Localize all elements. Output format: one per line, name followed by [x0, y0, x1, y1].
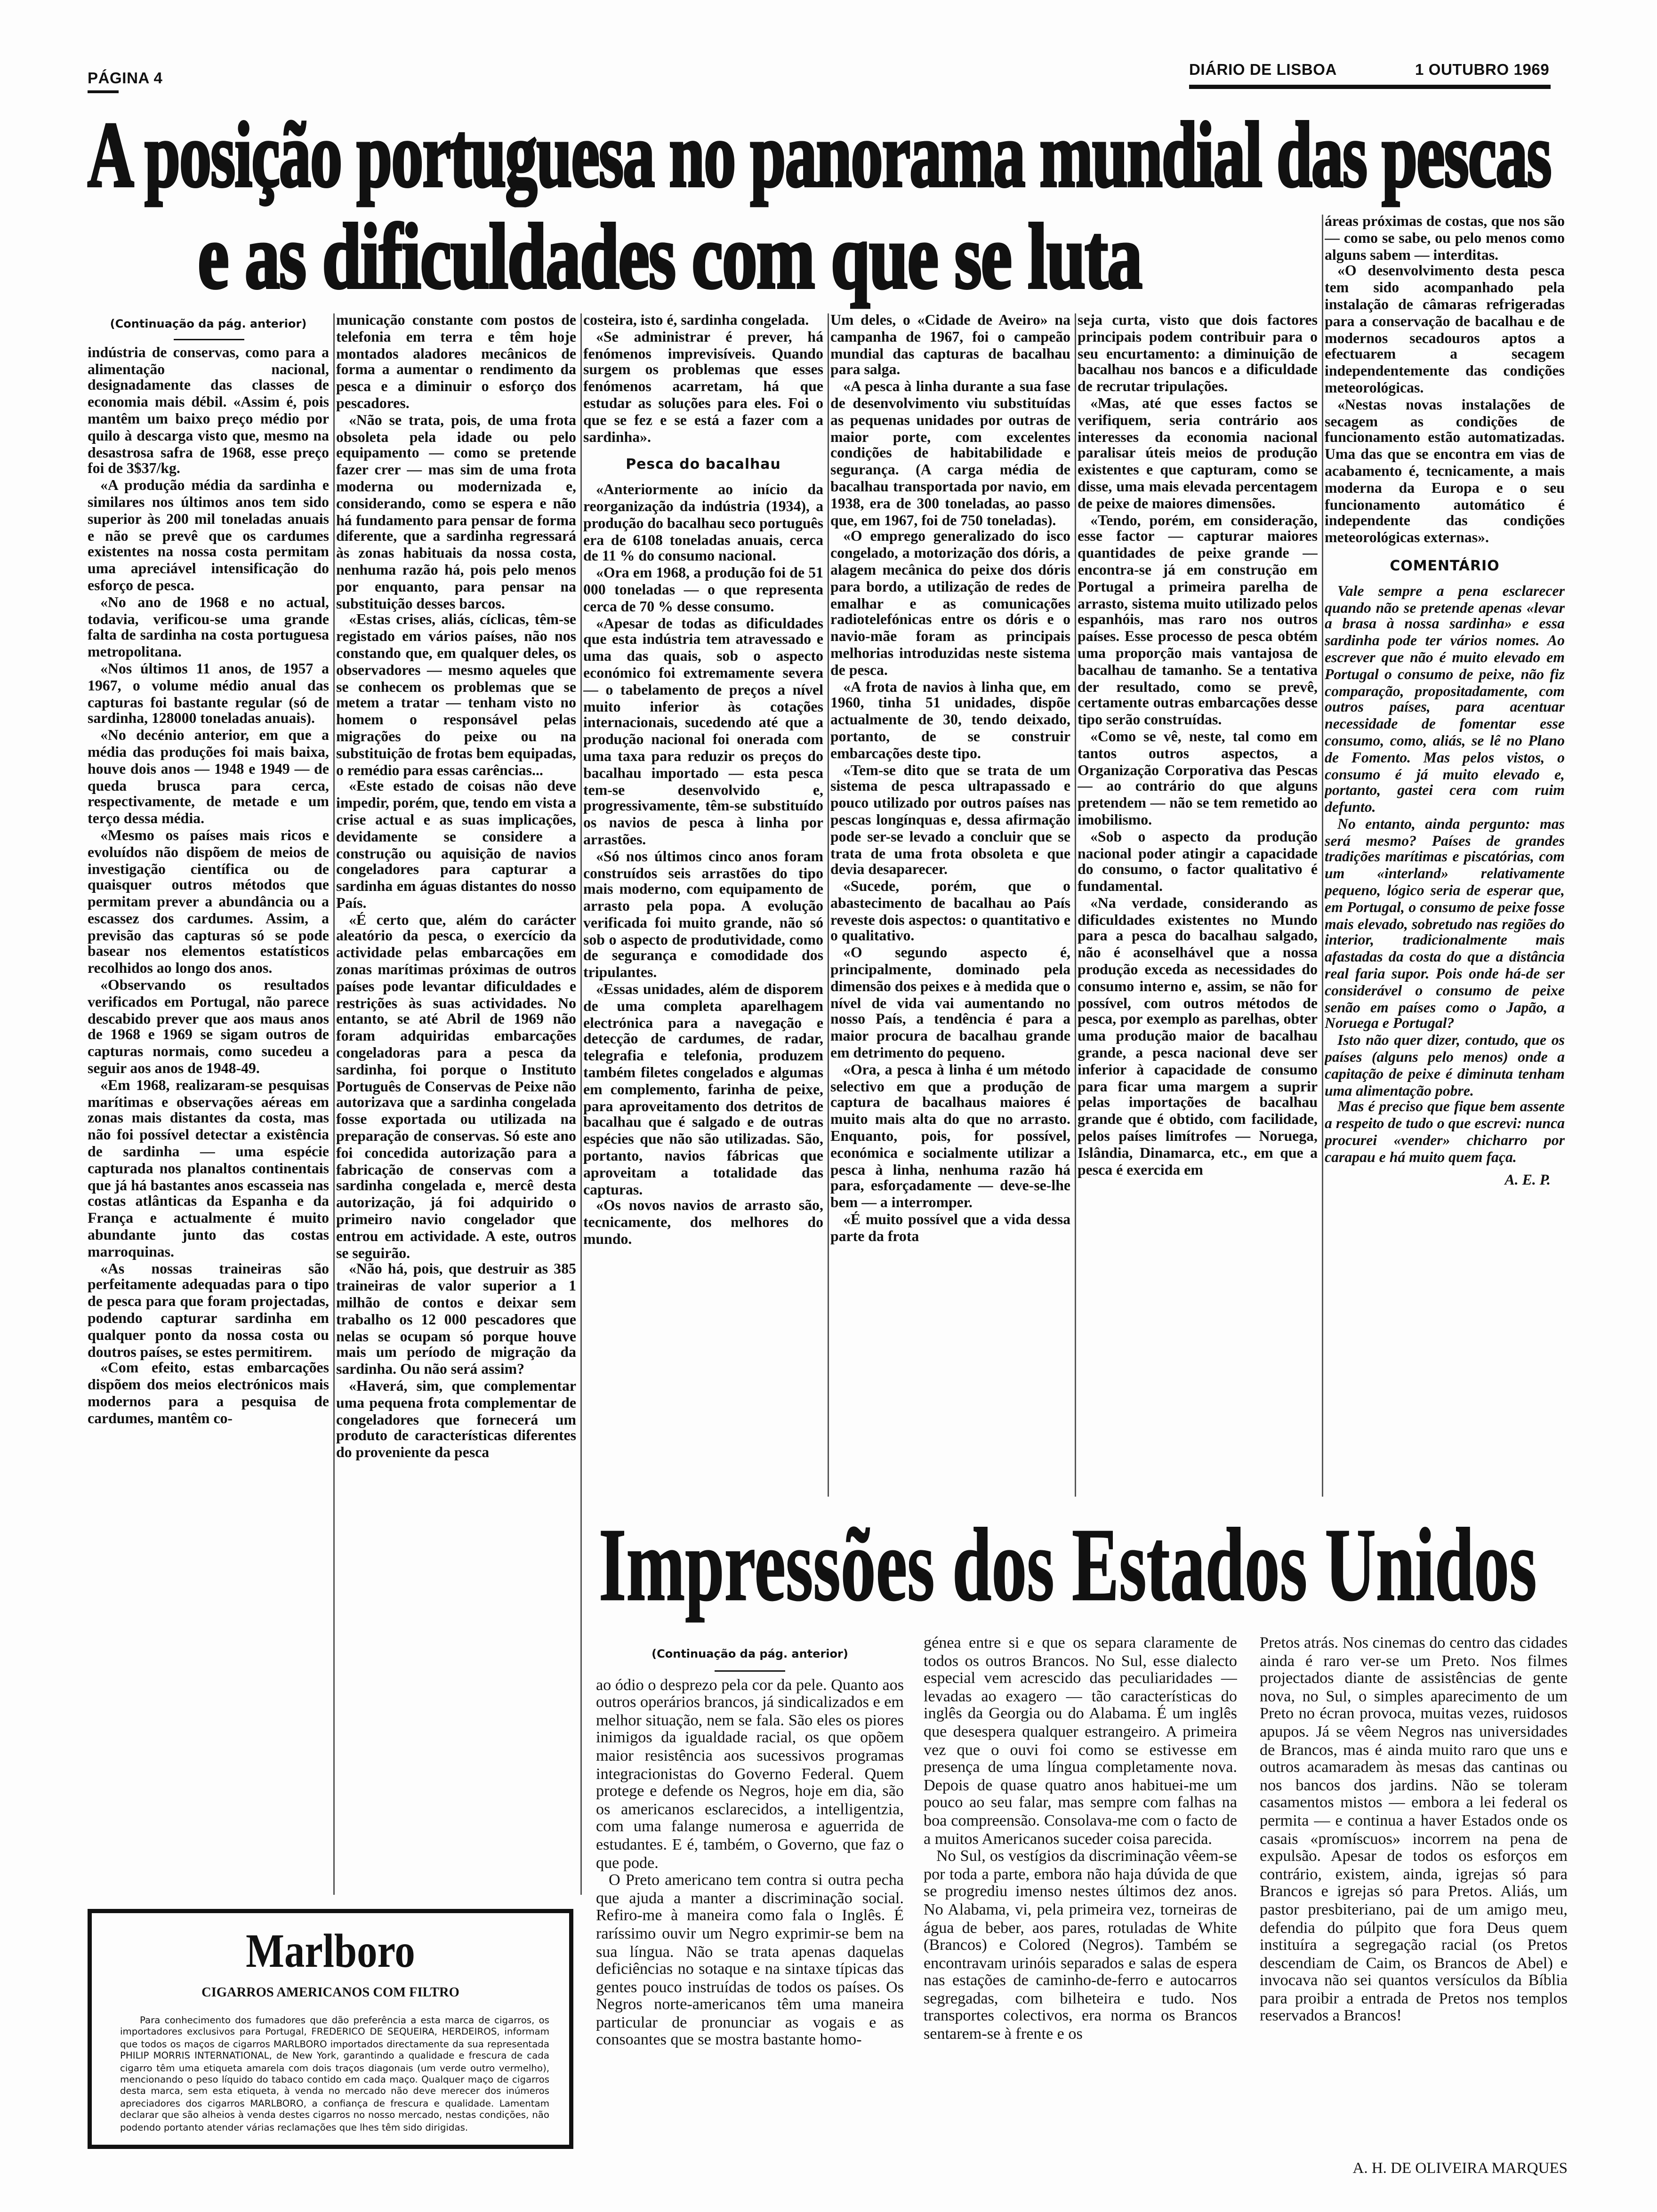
paragraph: «Em 1968, realizaram-se pesquisas marítimas e observações aéreas em zonas mais distantes da costa, mas não foi possível detectar a existência de sardinha — uma espécie capturada nos planaltos continentais que já há bastantes anos escasseia nas costas atlânticas da Espanha e da França e actualmente é muito abundante junto das costas marroquinas. [88, 1078, 329, 1261]
continuation-note: (Continuação da pág. anterior) [596, 1646, 904, 1671]
paragraph: «Estas crises, aliás, cíclicas, têm-se registado em vários países, não nos constando que, em qualquer deles, os observadores — mesmo aqueles que se conhecem os problemas que se metem a tratar — tenham visto no homem o responsável pelas migrações do peixe ou na substituição de frotas bem equipadas, o remédio para essas carências... [336, 613, 576, 779]
paragraph: «Observando os resultados verificados em Portugal, não parece descabido prever que aos maus anos de 1968 e 1969 se sigam outros de capturas normais, como sucedeu a seguir aos anos de 1948-49. [88, 978, 329, 1078]
article2-headline-wrap [599, 1508, 1537, 1624]
article2-headline: Impressões dos Estados Unidos [599, 1508, 1537, 1624]
paragraph: «Mas, até que esses factos se verifiquem, seria contrário aos interesses da economia nacional paralisar úteis meios de produção existentes e que capturam, como se disse, uma mais elevada percentagem de peixe de maiores dimensões. [1078, 396, 1318, 513]
paragraph: «Os novos navios de arrasto são, tecnicamente, dos melhores do mundo. [583, 1199, 823, 1249]
paragraph: «No ano de 1968 e no actual, todavia, verificou-se uma grande falta de sardinha na costa portuguesa metropolitana. [88, 595, 329, 661]
paragraph: «A frota de navios à linha que, em 1960, tinha 51 unidades, dispõe actualmente de 30, tendo deixado, portanto, de se construir embarcações deste tipo. [830, 680, 1070, 762]
newspaper-name: DIÁRIO DE LISBOA [1189, 62, 1337, 79]
paragraph: «O desenvolvimento desta pesca tem sido acompanhado pela instalação de câmaras refrigeradas para a conservação de bacalhau e de modernos secadouros aptos a efectuarem a secagem independentemente das condições meteorológicas. [1325, 264, 1565, 397]
paragraph: «Não há, pois, que destruir as 385 traineiras de valor superior a 1 milhão de contos e deixar sem trabalho os 12 000 pescadores que nelas se ocupam só porque houve mais um período de migração da sardinha. Ou não será assim? [336, 1263, 576, 1378]
paragraph: «Só nos últimos cinco anos foram construídos seis arrastões do tipo mais moderno, com equipamento de arrasto pela popa. A evolução verificada foi muito grande, não só sob o aspecto de produtividade, como de segurança e comodidade dos tripulantes. [583, 850, 823, 982]
paragraph: «Mesmo os países mais ricos e evoluídos não dispõem de meios de investigação científica ou de quaisquer outros métodos que permitam prever a abundância ou a escassez dos cardumes. Assim, a previsão das capturas só se pode basear nos elementos estatísticos recolhidos ao longo dos anos. [88, 828, 329, 978]
paragraph: indústria de conservas, como para a alimentação nacional, designadamente das classes de economia mais débil. «Assim é, pois mantêm um baixo preço médio por quilo à descarga visto que, mesmo na desastrosa safra de 1968, esse preço foi de 3$37/kg. [88, 345, 329, 478]
paragraph: génea entre si e que os separa claramente de todos os outros Brancos. No Sul, esse dialecto especial vem acrescido das peculiaridades — levadas ao exagero — tão características do inglês da Georgia ou do Alabama. É um inglês que desespera qualquer estrangeiro. A primeira vez que o ouvi foi como se estivesse em presença de uma língua completamente nova. Depois de quase quatro anos habituei-me um pouco ao seu falar, mas sempre com falhas na boa compreensão. Consolava-me com o facto de a muitos Americanos suceder coisa parecida. [924, 1635, 1237, 1848]
paragraph: municação constante com postos de telefonia em terra e têm hoje montados aladores mecânicos de forma a aumentar o rendimento da pesca e a diminuir o esforço dos pescadores. [336, 313, 576, 412]
paragraph: «Haverá, sim, que complementar uma pequena frota complementar de congeladores que fornecerá um produto de características diferentes do proveniente da pesca [336, 1379, 576, 1462]
article1-column-3 [583, 313, 823, 1499]
paragraph: «A pesca à linha durante a sua fase de desenvolvimento viu substituídas as pequenas unidades por outras de maior porte, com excelentes condições de habitabilidade e segurança. (A carga média de bacalhau transportada por navio, em 1938, era de 300 toneladas, ao passo que, em 1967, foi de 750 toneladas). [830, 380, 1070, 529]
paragraph: «O emprego generalizado do isco congelado, a motorização dos dóris, a alagem mecânica do peixe dos dóris para bordo, a utilização de redes de emalhar e as comunicações radiotelefónicas entre os dóris e o navio-mãe foram as principais melhorias introduzidas neste sistema de pesca. [830, 530, 1070, 679]
column-divider [333, 313, 334, 1895]
column-divider [1321, 215, 1322, 1497]
paragraph: ao ódio o desprezo pela cor da pele. Quanto aos outros operários brancos, já sindicalizados e em melhor situação, nem se fala. São eles os piores inimigos da igualdade racial, os que opõem maior resistência aos sucessivos programas integracionistas do Governo Federal. Quem protege e defende os Negros, hoje em dia, são os americanos esclarecidos, a intelligentzia, com uma falange numerosa e aguerrida de estudantes. E é, também, o Governo, que faz o que pode. [596, 1676, 904, 1872]
headline-line-1: A posição portuguesa no panorama mundial das pescas [88, 104, 1551, 208]
commentary-paragraph: No entanto, ainda pergunto: mas será mesmo? Países de grandes tradições marítimas e piscatórias, com um «interland» relativamente pequeno, lógico seria de esperar que, em Portugal, o consumo de peixe fosse mais elevado, sobretudo nas regiões do interior, tradicionalmente mais afastadas da costa do que a distância real faria supor. Pois onde há-de ser considerável o consumo de peixe senão em países como o Japão, a Noruega e Portugal? [1325, 817, 1565, 1033]
paragraph: «A produção média da sardinha e similares nos últimos anos tem sido superior às 200 mil toneladas anuais e não se prevê que os cardumes existentes na nossa costa permitam uma apreciável intensificação do esforço de pesca. [88, 479, 329, 594]
paragraph: «Nos últimos 11 anos, de 1957 a 1967, o volume médio anual das capturas foi bastante regular (só de sardinha, 128000 toneladas anuais). [88, 662, 329, 728]
column-divider [827, 313, 828, 1497]
paragraph: áreas próximas de costas, que nos são — como se sabe, ou pelo menos como alguns sabem — interditas. [1325, 215, 1565, 264]
paragraph: «Se administrar é prever, há fenómenos imprevisíveis. Quando surgem os problemas que esses fenómenos acarretam, há que estudar as soluções para eles. Foi o que se fez e se está a fazer com a sardinha». [583, 330, 823, 446]
paragraph: «Não se trata, pois, de uma frota obsoleta pela idade ou pelo equipamento — como se pretende fazer crer — mas sim de uma frota moderna ou modernizada e, considerando, como se espera e não há fundamento para pensar de forma diferente, que a sardinha regressará às zonas habituais da nossa costa, nenhuma razão há, pois pelo menos por enquanto, para pensar na substituição desses barcos. [336, 413, 576, 612]
article1-column-1 [88, 313, 329, 1899]
ad-body: Para conhecimento dos fumadores que dão preferência a esta marca de cigarros, os importadores exclusivos para Portugal, FREDERICO DE SEQUEIRA, HERDEIROS, informam que todos os maços de cigarros MARLBORO importados directamente da sua representada PHILIP MORRIS INTERNATIONAL, de New York, garantindo a qualidade e frescura de cada cigarro têm uma etiqueta amarela com dois traços diagonais (um verde outro vermelho), mencionando o peso líquido do tabaco contido em cada maço. Qualquer maço de cigarros desta marca, sem esta etiqueta, à venda no mercado não deve merecer dos inúmeros apreciadores dos cigarros MARLBORO, a confiança de frescura e qualidade. Lamentam declarar que são alheios à venda destes cigarros no nosso mercado, nestas condições, não podendo portanto atender várias reclamações que lhes têm sido dirigidas. [120, 2015, 549, 2133]
headline-line-2-wrap [198, 206, 1142, 309]
paragraph: «Sob o aspecto da produção nacional poder atingir a capacidade do consumo, o factor qualitativo é fundamental. [1078, 830, 1318, 896]
paragraph: «Com efeito, estas embarcações dispõem dos meios electrónicos mais modernos para a pesquisa de cardumes, mantêm co- [88, 1362, 329, 1427]
paragraph: Pretos atrás. Nos cinemas do centro das cidades ainda é raro ver-se um Preto. Nos filmes projectados diante de assistências de gente nova, no Sul, o simples aparecimento de um Preto no écran provoca, muitas vezes, ruidosos apupos. Já se vêem Negros nas universidades de Brancos, mas é ainda muito raro que uns e outros acamaradem às mesas das cantinas ou nos bancos dos jardins. Não se toleram casamentos mistos — embora a lei federal os permita — e continua a haver Estados onde os casais «promíscuos» incorrem na pena de expulsão. Apesar de todos os esforços em contrário, existem, ainda, igrejas só para Brancos e igrejas só para Pretos. Aliás, um pastor presbiteriano, pai de um amigo meu, defendia do púlpito que fora Deus quem instituíra a segregação racial (os Pretos descendiam de Caim, os Brancos de Abel) e invocava não sei quantos versículos da Bíblia para proibir a entrada de Pretos nos templos reservados a Brancos! [1260, 1635, 1568, 2026]
headline-line-1-wrap [88, 104, 1551, 208]
article2-column-1 [596, 1635, 904, 2188]
article2-column-2 [924, 1635, 1237, 2188]
paragraph: «É certo que, além do carácter aleatório da pesca, o exercício da actividade pelas embarcações em zonas marítimas próximas de outros países pode levantar dificuldades e restrições às suas actividades. No entanto, se até Abril de 1969 não foram adquiridas embarcações congeladoras para a pesca da sardinha, foi porque o Instituto Português de Conservas de Peixe não autorizava que a sardinha congelada fosse exportada ou utilizada na preparação de conservas. Só este ano foi concedida autorização para a fabricação de conservas com a sardinha congelada e, mercê desta autorização, já foi adquirido o primeiro navio congelador que entrou em actividade. A este, outros se seguirão. [336, 913, 576, 1262]
paragraph: O Preto americano tem contra si outra pecha que ajuda a manter a discriminação social. Refiro-me à maneira como fala o Inglês. É raríssimo ouvir um Negro exprimir-se bem na sua língua. Não se trata apenas daquelas deficiências no sotaque e na sintaxe típicas das gentes pouco instruídas de todos os países. Os Negros norte-americanos têm uma maneira particular de pronunciar as vogais e as consoantes que se mostra bastante homo- [596, 1872, 904, 2050]
article1-column-2 [336, 313, 576, 1899]
paragraph: «Este estado de coisas não deve impedir, porém, que, tendo em vista a crise actual e as suas implicações, devidamente se considere a construção ou aquisição de navios congeladores para capturar a sardinha em águas distantes do nosso País. [336, 779, 576, 912]
commentary-paragraph: Vale sempre a pena esclarecer quando não se pretende apenas «levar a brasa à nossa sardinha» e essa sardinha pode ter vários nomes. Ao escrever que não é muito elevado em Portugal o consumo de peixe, não fiz comparação, propositadamente, com outros países, para acentuar necessidade de fomentar esse consumo, como, aliás, se lê no Plano de Fomento. Mas pelos vistos, o consumo é já muito elevado e, portanto, gastei cera com ruim defunto. [1325, 584, 1565, 817]
commentary-paragraph: Isto não quer dizer, contudo, que os países (alguns pelo menos) onde a capitação de peixe é diminuta tenham uma alimentação pobre. [1325, 1034, 1565, 1099]
ad-tagline: CIGARROS AMERICANOS COM FILTRO [201, 1987, 459, 2001]
page-number-rule [88, 90, 119, 93]
header-rule [1189, 85, 1551, 88]
article1-column-6 [1325, 215, 1565, 1499]
paragraph: «Tendo, porém, em consideração, esse factor — capturar maiores quantidades de peixe grande — encontra-se já em construção em Portugal a primeira parelha de arrasto, sistema muito utilizado pelos espanhóis, mas raro nos outros países. Esse processo de pesca obtém uma proporção mais vantajosa de bacalhau de tamanho. Se a tentativa der resultado, como se prevê, certamente outras embarcações desse tipo serão construídas. [1078, 513, 1318, 729]
paragraph: «Como se vê, neste, tal como em tantos outros aspectos, a Organização Corporativa das Pescas — ao contrário do que alguns pretendem — não se tem remetido ao imobilismo. [1078, 729, 1318, 829]
paragraph: «Apesar de todas as dificuldades que esta indústria tem atravessado e uma das quais, sob o aspecto económico foi extremamente severa — o tabelamento de preços a nível muito inferior às cotações internacionais, sucedendo até que a produção nacional foi onerada com uma taxa para reduzir os preços do bacalhau importado — esta pesca tem-se desenvolvido e, progressivamente, têm-se substituído os navios de pesca à linha por arrastões. [583, 616, 823, 849]
article1-column-4 [830, 313, 1070, 1499]
continuation-note: (Continuação da pág. anterior) [88, 316, 329, 340]
paragraph: No Sul, os vestígios da discriminação vêem-se por toda a parte, embora não haja dúvida de que se progrediu imenso nestes últimos dez anos. No Alabama, vi, pela primeira vez, torneiras de água de beber, aos pares, rotuladas de White (Brancos) e Colored (Negros). Também se encontravam urinóis separados e salas de espera nas estações de caminho-de-ferro e autocarros segregadas, com bilheteira e tudo. Nos transportes colectivos, era norma os Brancos sentarem-se à frente e os [924, 1848, 1237, 2044]
marlboro-advertisement [88, 1909, 573, 2149]
paragraph: «É muito possível que a vida dessa parte da frota [830, 1213, 1070, 1245]
paragraph: «Na verdade, considerando as dificuldades existentes no Mundo para a pesca do bacalhau salgado, não é aconselhável que a nossa produção exceda as necessidades do consumo interno e, assim, se não for possível, com outros métodos de pesca, por exemplo as parelhas, obter uma produção maior de bacalhau grande, a pesca nacional deve ser inferior à capacidade de consumo para ficar uma margem a suprir pelas importações de bacalhau grande que é obtido, com facilidade, pelos países limítrofes — Noruega, Islândia, Dinamarca, etc., em que a pesca é exercida em [1078, 896, 1318, 1178]
paragraph: «Sucede, porém, que o abastecimento de bacalhau ao País reveste dois aspectos: o quantitativo e o qualitativo. [830, 880, 1070, 946]
column-divider [1074, 313, 1075, 1497]
ad-brand: Marlboro [246, 1926, 415, 1978]
paragraph: «As nossas traineiras são perfeitamente adequadas para o tipo de pesca para que foram projectadas, podendo capturar sardinha em qualquer ponto da nossa costa ou doutros países, se estes permitirem. [88, 1261, 329, 1361]
paragraph: «No decénio anterior, em que a média das produções foi mais baixa, houve dois anos — 1948 e 1949 — de queda brusca para cerca, respectivamente, de metade e um terço dessa média. [88, 729, 329, 828]
issue-date: 1 OUTUBRO 1969 [1415, 62, 1550, 79]
paragraph: «Nestas novas instalações de secagem as condições de funcionamento estão automatizadas. Uma das que se encontra em vias de acabamento é, tecnicamente, a mais moderna da Europa e o seu funcionamento automático é independente das condições meteorológicas externas». [1325, 398, 1565, 547]
paragraph: «Tem-se dito que se trata de um sistema de pesca ultrapassado e pouco utilizado por outros países nas pescas longínquas e, dessa afirmação pode ser-se levado a concluir que se trata de uma frota obsoleta e que devia desaparecer. [830, 763, 1070, 879]
paragraph: «O segundo aspecto é, principalmente, dominado pela dimensão dos peixes e à medida que o nível de vida vai aumentando no nosso País, a tendência é para a maior procura de bacalhau grande em detrimento do pequeno. [830, 946, 1070, 1062]
article2-byline: A. H. DE OLIVEIRA MARQUES [1352, 2160, 1568, 2177]
paragraph: «Ora, a pesca à linha é um método selectivo em que a produção de captura de bacalhaus maiores é muito mais alta do que no arrasto. Enquanto, pois, for possível, económica e socialmente utilizar a pesca à linha, nenhuma razão há para, esforçadamente — deve-se-lhe bem — a interromper. [830, 1063, 1070, 1212]
headline-line-2: e as dificuldades com que se luta [198, 206, 1142, 309]
paragraph: «Ora em 1968, a produção foi de 51 000 toneladas — o que representa cerca de 70 % desse consumo. [583, 566, 823, 616]
paragraph: Um deles, o «Cidade de Aveiro» na campanha de 1967, foi o campeão mundial das capturas de bacalhau para salga. [830, 313, 1070, 379]
article2-column-3 [1260, 1635, 1568, 2149]
paragraph: «Essas unidades, além de disporem de uma completa aparelhagem electrónica para a navegação e detecção de cardumes, de radar, telegrafia e telefonia, produzem também filetes congelados e algumas em complemento, farinha de peixe, para aproveitamento dos detritos de bacalhau que é salgado e de outras espécies que não são utilizadas. São, portanto, navios fábricas que aproveitam a totalidade das capturas. [583, 983, 823, 1198]
commentary-paragraph: Mas é preciso que fique bem assente a respeito de tudo o que escrevi: nunca procurei «vender» chicharro por carapau e há muito quem faça. [1325, 1100, 1565, 1166]
signature: A. E. P. [1504, 1172, 1551, 1188]
column-divider [580, 313, 581, 1895]
article1-column-5 [1078, 313, 1318, 1499]
paragraph: «Anteriormente ao início da reorganização da indústria (1934), a produção do bacalhau seco português era de 6108 toneladas anuais, cerca de 11 % do consumo nacional. [583, 483, 823, 566]
paragraph: costeira, isto é, sardinha congelada. [583, 313, 809, 329]
paragraph: seja curta, visto que dois factores principais podem contribuir para o seu encurtamento: a diminuição de bacalhau nos bancos e a dificuldade de recrutar tripulações. [1078, 313, 1318, 396]
page-number: PÁGINA 4 [88, 71, 163, 88]
subheading: Pesca do bacalhau [626, 458, 781, 474]
subheading: COMENTÁRIO [1390, 559, 1500, 575]
